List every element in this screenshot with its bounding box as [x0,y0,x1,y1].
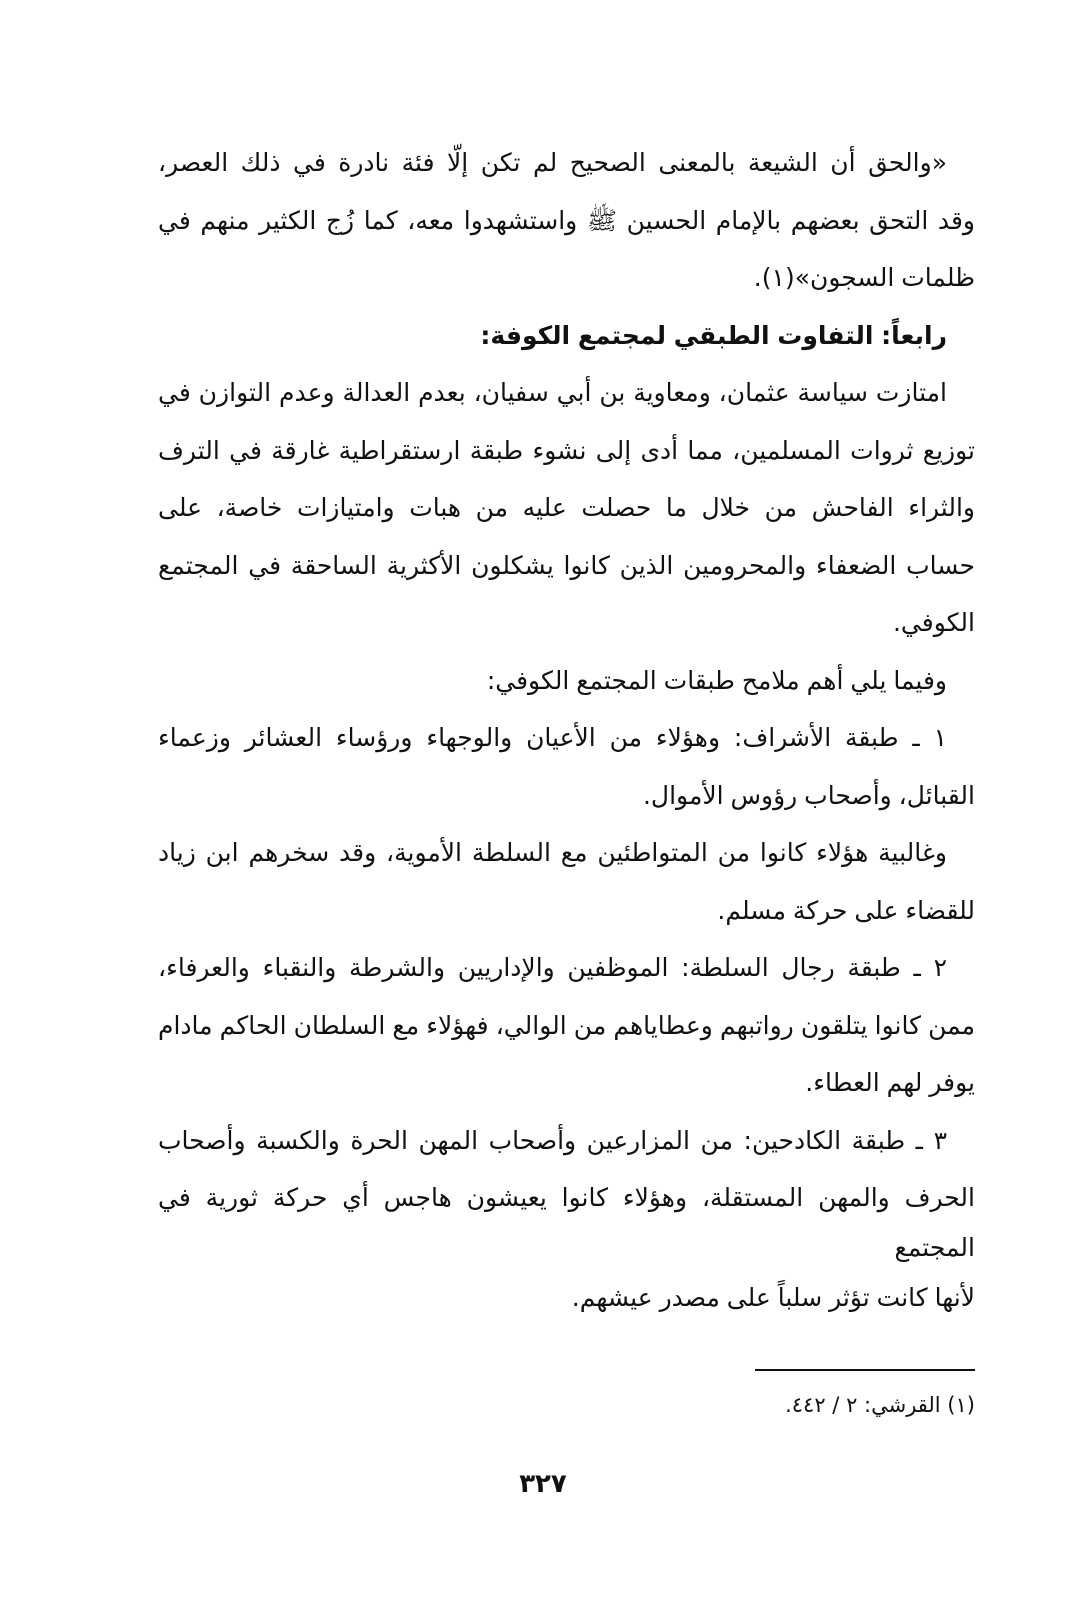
list-item-line: الحرف والمهن المستقلة، وهؤلاء كانوا يعيشون هاجس أي حركة ثورية في المجتمع [158,1183,975,1262]
page-body [158,138,975,1331]
list-item-line: ٣ ـ طبقة الكادحين: من المزارعين وأصحاب المهن الحرة والكسبة وأصحاب [158,1125,947,1155]
footnote-divider [755,1369,975,1371]
list-item-line: القبائل، وأصحاب رؤوس الأموال. [642,780,975,810]
list-item-line: ممن كانوا يتلقون رواتبهم وعطاياهم من الوالي، فهؤلاء مع السلطان الحاكم مادام [158,1010,975,1040]
paragraph-line: امتازت سياسة عثمان، ومعاوية بن أبي سفيان، بعدم العدالة وعدم التوازن في [158,378,947,407]
quote-line: «والحق أن الشيعة بالمعنى الصحيح لم تكن إلّا فئة نادرة في ذلك العصر، [158,148,947,177]
page-number: ٣٢٧ [519,1468,567,1499]
paragraph-line: للقضاء على حركة مسلم. [717,895,975,925]
list-item-line: ٢ ـ طبقة رجال السلطة: الموظفين والإداريين والشرطة والنقباء والعرفاء، [158,953,947,982]
quote-line: ظلمات السجون»(١). [753,263,975,292]
list-item-line: يوفر لهم العطاء. [805,1068,975,1097]
paragraph-line: وفيما يلي أهم ملامح طبقات المجتمع الكوفي: [486,665,947,695]
paragraph-line: وغالبية هؤلاء كانوا من المتواطئين مع السلطة الأموية، وقد سخرهم ابن زياد [158,838,947,867]
list-item-line: لأنها كانت تؤثر سلباً على مصدر عيشهم. [571,1283,975,1312]
paragraph-line: توزيع ثروات المسلمين، مما أدى إلى نشوء طبقة ارستقراطية غارقة في الترف [158,435,975,465]
paragraph-line: الكوفي. [892,608,975,637]
list-item-line: ١ ـ طبقة الأشراف: وهؤلاء من الأعيان والوجهاء ورؤساء العشائر وزعماء [158,723,947,752]
quote-line: وقد التحق بعضهم بالإمام الحسين ﷺ واستشهدوا معه، كما زُج الكثير منهم في [158,205,975,235]
paragraph-line: حساب الضعفاء والمحرومين الذين كانوا يشكلون الأكثرية الساحقة في المجتمع [158,550,975,580]
section-heading: رابعاً: التفاوت الطبقي لمجتمع الكوفة: [480,320,947,350]
footnote: (١) القرشي: ٢ / ٤٤٢. [785,1392,975,1417]
paragraph-line: والثراء الفاحش من خلال ما حصلت عليه من هبات وامتيازات خاصة، على [158,493,975,522]
